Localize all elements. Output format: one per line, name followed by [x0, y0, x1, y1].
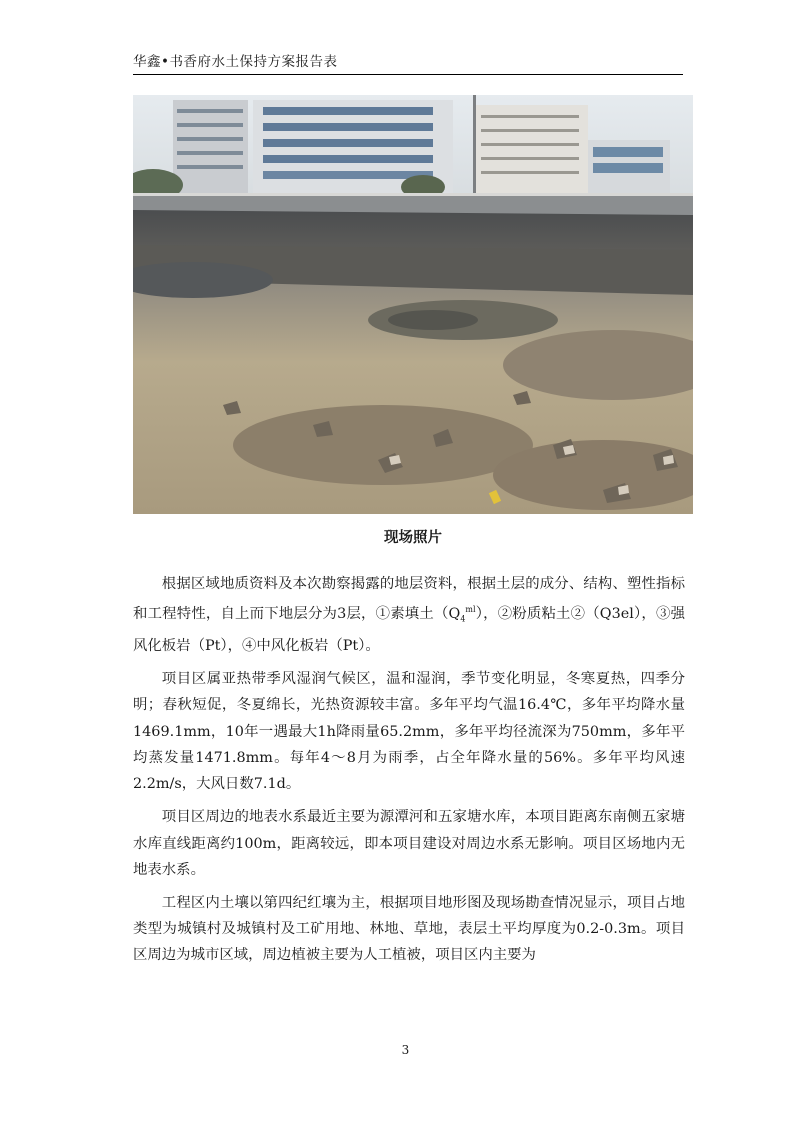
- paragraph-geology: [133, 571, 685, 659]
- body-text: [133, 571, 685, 976]
- paragraph-geology-superscript: ml: [465, 605, 476, 615]
- page-number: 3: [401, 1043, 410, 1057]
- photo-caption: 现场照片: [384, 530, 442, 546]
- paragraph-geology-part-a: 根据区域地质资料及本次勘察揭露的地层资料，根据土层的成分、结构、塑性指标和工程特性，自上而下地层分为3层，①素填土（Q: [133, 576, 685, 622]
- paragraph-geology-subscript: 4: [460, 614, 466, 624]
- paragraph-soil: 工程区内土壤以第四纪红壤为主，根据项目地形图及现场勘查情况显示，项目占地类型为城镇村及城镇村及工矿用地、林地、草地，表层土平均厚度为0.2-0.3m。项目区周边为城市区域，周边植被主要为人工植被，项目区内主要为: [133, 894, 685, 964]
- header-title: 华鑫•书香府水土保持方案报告表: [133, 54, 338, 70]
- page-header: [133, 52, 683, 75]
- paragraph-climate: 项目区属亚热带季风湿润气候区，温和湿润，季节变化明显，冬寒夏热，四季分明；春秋短促，冬夏绵长，光热资源较丰富。多年平均气温16.4℃，多年平均降水量1469.1mm，10年一遇最大1h降雨量65.2mm，多年平均径流深为750mm，多年平均蒸发量1471.8mm。每年4～8月为雨季，占全年降水量的56%。多年平均风速2.2m/s，大风日数7.1d。: [133, 671, 685, 793]
- paragraph-hydrology: 项目区周边的地表水系最近主要为源潭河和五家塘水库，本项目距离东南侧五家塘水库直线距离约100m，距离较远，即本项目建设对周边水系无影响。项目区场地内无地表水系。: [133, 809, 685, 878]
- site-photo-image: [133, 95, 693, 514]
- paragraph-geology-part-b: ），②粉质粘土②（Q3el），③强风化板岩（Pt），④中风化板岩（Pt）。: [133, 606, 685, 655]
- site-photo: [133, 95, 693, 514]
